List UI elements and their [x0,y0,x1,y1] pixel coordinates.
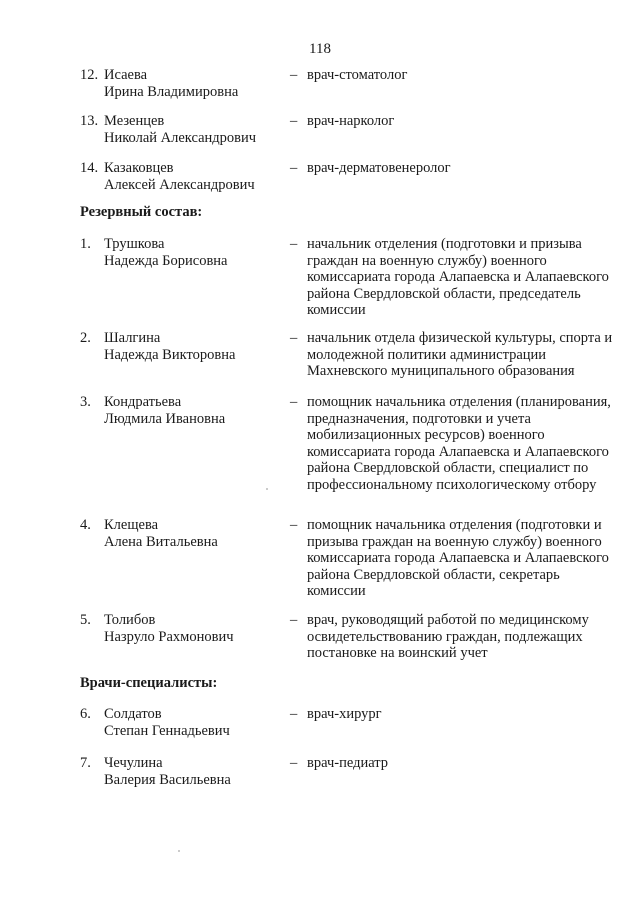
person-name [104,394,284,427]
person-name [104,706,284,739]
position: врач-стоматолог [307,67,408,83]
dash: – [290,236,298,252]
item-number: 12. [80,67,99,83]
item-number: 5. [80,612,91,628]
dash: – [290,394,298,410]
dash: – [290,517,298,533]
surname: Шалгина [104,330,161,346]
position: врач-хирург [307,706,382,722]
given-names: Алексей Александрович [104,176,255,193]
given-names: Степан Геннадьевич [104,722,230,739]
surname: Клещева [104,517,159,533]
surname: Трушкова [104,236,165,252]
position: начальник отделения (подготовки и призыва граждан на военную службу) военного комиссариата города Алапаевска и Алапаевского района Свердловской области, председатель комиссии [307,236,609,318]
scan-speck [266,488,268,490]
person-name [104,113,284,146]
section-heading-reserve: Резервный состав: [80,204,203,220]
person-name [104,517,284,550]
surname: Исаева [104,67,148,83]
position: врач-нарколог [307,113,395,129]
position: начальник отдела физической культуры, спорта и молодежной политики администрации Махневского муниципального образования [307,330,613,379]
position: помощник начальника отделения (подготовки и призыва граждан на военную службу) военного комиссариата города Алапаевска и Алапаевского района Свердловской области, секретарь комиссии [307,517,609,599]
item-number: 3. [80,394,91,410]
item-number: 4. [80,517,91,533]
position: врач, руководящий работой по медицинскому освидетельствованию граждан, подлежащих постановке на воинский учет [307,612,589,661]
surname: Мезенцев [104,113,165,129]
section-heading-specialists: Врачи-специалисты: [80,675,218,691]
item-number: 2. [80,330,91,346]
page-number: 118 [309,41,331,57]
given-names: Людмила Ивановна [104,410,226,427]
position: помощник начальника отделения (планирования, предназначения, подготовки и учета мобилизационных ресурсов) военного комиссариата города Алапаевска и Алапаевского района Свердловской области, специалист по профессиональному психологическому отбору [307,394,611,493]
item-number: 13. [80,113,99,129]
person-name [104,755,284,788]
dash: – [290,706,298,722]
given-names: Николай Александрович [104,129,257,146]
given-names: Ирина Владимировна [104,83,239,100]
item-number: 1. [80,236,91,252]
dash: – [290,67,298,83]
surname: Кондратьева [104,394,182,410]
person-name [104,67,284,100]
surname: Толибов [104,612,156,628]
given-names: Надежда Викторовна [104,346,236,363]
dash: – [290,755,298,771]
surname: Солдатов [104,706,162,722]
surname: Казаковцев [104,160,174,176]
scan-speck [178,850,180,852]
given-names: Назруло Рахмонович [104,628,234,645]
dash: – [290,113,298,129]
given-names: Надежда Борисовна [104,252,228,269]
given-names: Валерия Васильевна [104,771,231,788]
dash: – [290,612,298,628]
surname: Чечулина [104,755,163,771]
person-name [104,160,284,193]
person-name [104,330,284,363]
dash: – [290,330,298,346]
person-name [104,612,284,645]
position: врач-педиатр [307,755,389,771]
person-name [104,236,284,269]
item-number: 6. [80,706,91,722]
dash: – [290,160,298,176]
given-names: Алена Витальевна [104,533,218,550]
item-number: 7. [80,755,91,771]
item-number: 14. [80,160,99,176]
position: врач-дерматовенеролог [307,160,451,176]
